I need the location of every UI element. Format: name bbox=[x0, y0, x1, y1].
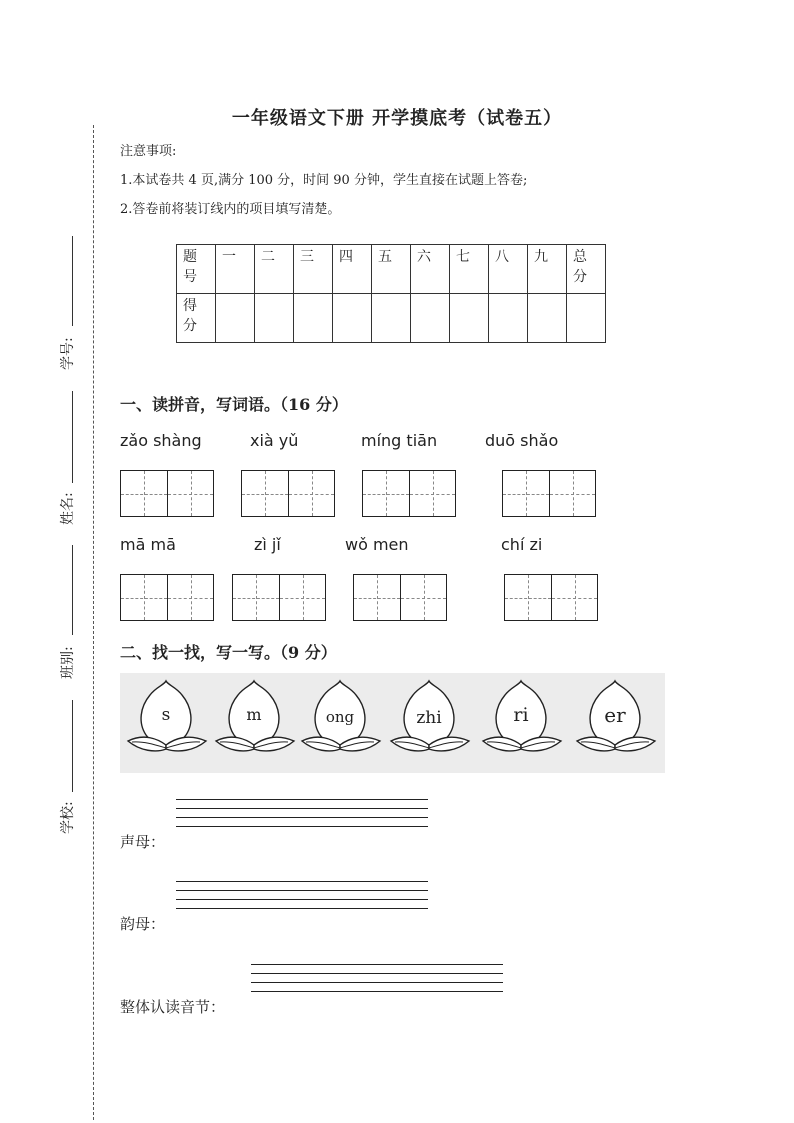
pinyin-label: xià yǔ bbox=[250, 431, 299, 450]
score-cell[interactable] bbox=[255, 294, 294, 343]
initials-label: 声母： bbox=[120, 833, 166, 851]
writing-grid[interactable] bbox=[120, 470, 214, 517]
score-col-8: 八 bbox=[489, 245, 528, 294]
school-fill-line[interactable] bbox=[72, 700, 73, 792]
finals-label: 韵母： bbox=[120, 915, 166, 933]
score-cell[interactable] bbox=[216, 294, 255, 343]
score-table bbox=[176, 244, 606, 343]
notice-heading: 注意事项: bbox=[120, 144, 177, 159]
peach-syllable: ong bbox=[325, 708, 355, 726]
binding-dashed-line bbox=[93, 125, 94, 1120]
pinyin-label: zǎo shàng bbox=[120, 431, 202, 450]
writing-grid[interactable] bbox=[502, 470, 596, 517]
peach-card bbox=[210, 673, 298, 773]
pinyin-label: wǒ men bbox=[345, 535, 409, 554]
score-cell[interactable] bbox=[333, 294, 372, 343]
name-fill-line[interactable] bbox=[72, 391, 73, 483]
initials-writing-lines[interactable] bbox=[176, 799, 428, 826]
score-cell[interactable] bbox=[450, 294, 489, 343]
peach-syllable: zhi bbox=[416, 708, 442, 728]
section1-title: 一、读拼音，写词语。（16 分） bbox=[120, 395, 348, 414]
student-no-fill-line[interactable] bbox=[72, 236, 73, 326]
peach-syllable: ri bbox=[513, 704, 529, 726]
pinyin-label: míng tiān bbox=[361, 431, 438, 450]
score-table-row1-head: 题号 bbox=[177, 245, 216, 294]
writing-grid[interactable] bbox=[504, 574, 598, 621]
student-no-label: 学号: bbox=[60, 337, 76, 370]
score-cell[interactable] bbox=[489, 294, 528, 343]
writing-grid[interactable] bbox=[353, 574, 447, 621]
score-col-5: 五 bbox=[372, 245, 411, 294]
score-table-header-row bbox=[177, 245, 606, 294]
section2-title: 二、找一找，写一写。（9 分） bbox=[120, 643, 337, 662]
score-col-total: 总分 bbox=[567, 245, 606, 294]
score-col-4: 四 bbox=[333, 245, 372, 294]
score-col-2: 二 bbox=[255, 245, 294, 294]
peach-syllable: er bbox=[604, 703, 626, 727]
score-cell[interactable] bbox=[411, 294, 450, 343]
pinyin-label: chí zi bbox=[501, 535, 543, 554]
name-label: 姓名: bbox=[60, 492, 76, 525]
pinyin-label: zì jǐ bbox=[254, 535, 281, 554]
class-fill-line[interactable] bbox=[72, 545, 73, 635]
pinyin-label: mā mā bbox=[120, 535, 176, 554]
peach-card bbox=[385, 673, 473, 773]
school-label: 学校: bbox=[60, 801, 76, 834]
finals-writing-lines[interactable] bbox=[176, 881, 428, 908]
whole-syllables-writing-lines[interactable] bbox=[251, 964, 503, 991]
pinyin-label: duō shǎo bbox=[485, 431, 559, 450]
score-col-9: 九 bbox=[528, 245, 567, 294]
notice-line-1: 1.本试卷共 4 页,满分 100 分，时间 90 分钟，学生直接在试题上答卷; bbox=[120, 173, 528, 188]
page-title: 一年级语文下册 开学摸底考（试卷五） bbox=[231, 108, 563, 129]
class-label: 班别: bbox=[60, 646, 76, 679]
score-table-score-row bbox=[177, 294, 606, 343]
peach-syllable: s bbox=[161, 705, 171, 725]
score-cell[interactable] bbox=[294, 294, 333, 343]
peach-strip bbox=[120, 673, 665, 773]
score-cell[interactable] bbox=[528, 294, 567, 343]
score-cell[interactable] bbox=[567, 294, 606, 343]
peach-syllable: m bbox=[246, 705, 262, 724]
peach-card bbox=[571, 673, 659, 773]
score-col-3: 三 bbox=[294, 245, 333, 294]
writing-grid[interactable] bbox=[241, 470, 335, 517]
peach-card bbox=[296, 673, 384, 773]
score-cell[interactable] bbox=[372, 294, 411, 343]
notice-line-2: 2.答卷前将装订线内的项目填写清楚。 bbox=[120, 202, 341, 217]
writing-grid[interactable] bbox=[120, 574, 214, 621]
score-col-1: 一 bbox=[216, 245, 255, 294]
peach-card bbox=[122, 673, 210, 773]
score-col-7: 七 bbox=[450, 245, 489, 294]
score-col-6: 六 bbox=[411, 245, 450, 294]
writing-grid[interactable] bbox=[362, 470, 456, 517]
writing-grid[interactable] bbox=[232, 574, 326, 621]
whole-syllables-label: 整体认读音节： bbox=[120, 998, 226, 1016]
score-table-row2-head: 得分 bbox=[177, 294, 216, 343]
peach-card bbox=[477, 673, 565, 773]
